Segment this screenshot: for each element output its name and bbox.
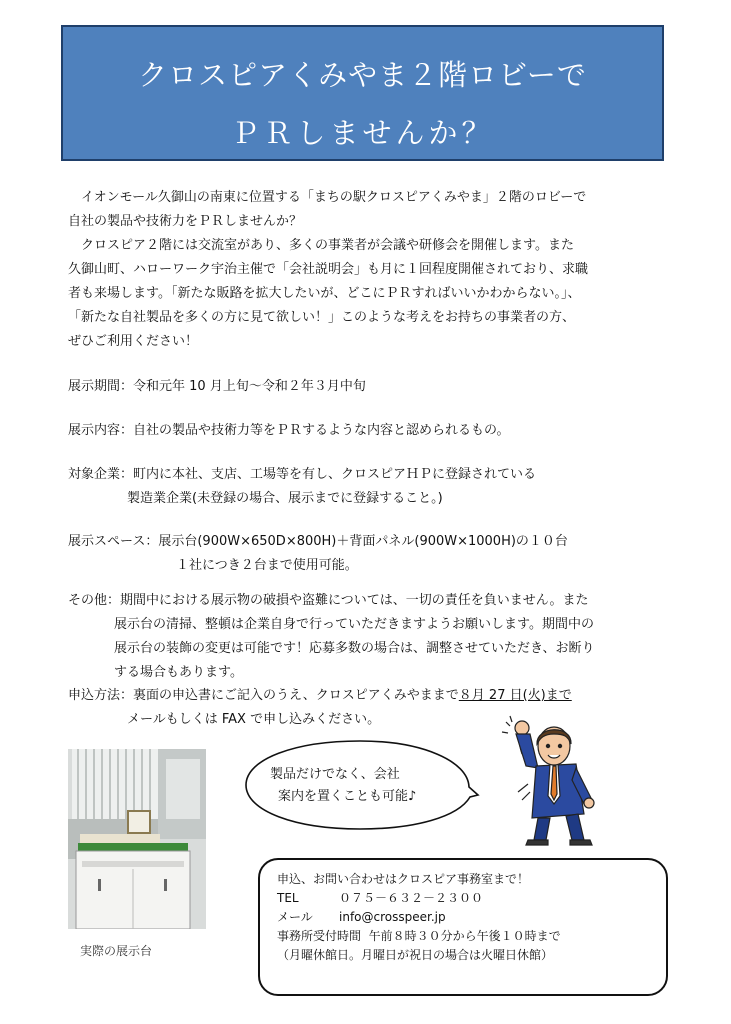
content-section [68,419,510,443]
intro-line: ぜひご利用ください！ [68,334,199,349]
businessman-illustration [488,714,618,846]
other-line3: 展示台の装飾の変更は可能です！応募多数の場合は、調整させていただき、お断り [114,641,595,656]
photo-caption: 実際の展示台 [80,944,153,958]
tel-value: ０７５－６３２－２３００ [339,891,484,905]
hours-value: 午前８時３０分から午後１０時まで [368,929,561,943]
period-value: 令和元年 10 月上旬～令和２年３月中旬 [133,379,366,394]
intro-line: 「新たな自社製品を多くの方に見て欲しい！」このような考えをお持ちの事業者の方、 [68,310,576,325]
hours-label: 事務所受付時間 [277,929,362,943]
bubble-line2: 案内を置くことも可能♪ [278,789,417,804]
apply-deadline: ８月 27 日(火)まで [458,688,572,703]
other-section [68,589,594,685]
space-label: 展示スペース： [68,534,159,549]
other-line2: 展示台の清掃、整頓は企業自身で行っていただきますようお願いします。期間中の [114,617,594,632]
content-value: 自社の製品や技術力等をＰＲするような内容と認められるもの。 [133,423,510,438]
other-label: その他： [68,593,121,608]
intro-line: クロスピア２階には交流室があり、多くの事業者が会議や研修会を開催します。また [81,238,574,253]
intro-line: イオンモール久御山の南東に位置する「まちの駅クロスピアくみやま」２階のロビーで [81,190,587,205]
title-banner [61,25,664,161]
bubble-text [270,764,416,808]
period-section [68,375,366,399]
target-line1: 町内に本社、支店、工場等を有し、クロスピアＨＰに登録されている [133,467,537,482]
target-line2: 製造業企業(未登録の場合、展示までに登録すること。) [127,491,443,506]
space-line1: 展示台(900W×650D×800H)＋背面パネル(900W×1000H)の１０台 [158,534,568,549]
display-stand-photo [68,749,206,929]
intro-line: 者も来場します。「新たな販路を拡大したいが、どこにＰＲすればいいかわからない。」、 [68,286,581,301]
apply-label: 申込方法： [68,688,134,703]
bubble-line1: 製品だけでなく、会社 [270,767,400,782]
space-line2: １社につき２台まで使用可能。 [176,558,358,573]
period-label: 展示期間： [68,379,134,394]
mail-value: info@crosspeer.jp [339,910,446,924]
closed-note: （月曜休館日。月曜日が祝日の場合は火曜日休館） [277,948,554,962]
intro-line: 久御山町、ハローワーク宇治主催で「会社説明会」も月に１回程度開催されており、求職 [68,262,589,277]
target-section [68,463,536,511]
apply-line2: メールもしくは FAX で申し込みください。 [127,712,381,727]
mail-label: メール [277,910,313,924]
banner-title-line1: クロスピアくみやま２階ロビーで [138,58,587,92]
apply-line1: 裏面の申込書にご記入のうえ、クロスピアくみやままで [133,688,459,703]
intro-text [68,186,588,354]
target-label: 対象企業： [68,467,134,482]
content-label: 展示内容： [68,423,134,438]
other-line1: 期間中における展示物の破損や盗難については、一切の責任を負いません。また [120,593,589,608]
other-line4: する場合もあります。 [114,665,243,680]
contact-text [277,870,561,965]
space-section [68,530,568,578]
contact-title: 申込、お問い合わせはクロスピア事務室まで！ [277,872,530,886]
display-stand-image [68,749,206,929]
intro-line: 自社の製品や技術力をＰＲしませんか？ [68,214,303,229]
tel-label: TEL [277,891,299,905]
banner-title-line2: ＰＲしませんか？ [230,116,495,150]
